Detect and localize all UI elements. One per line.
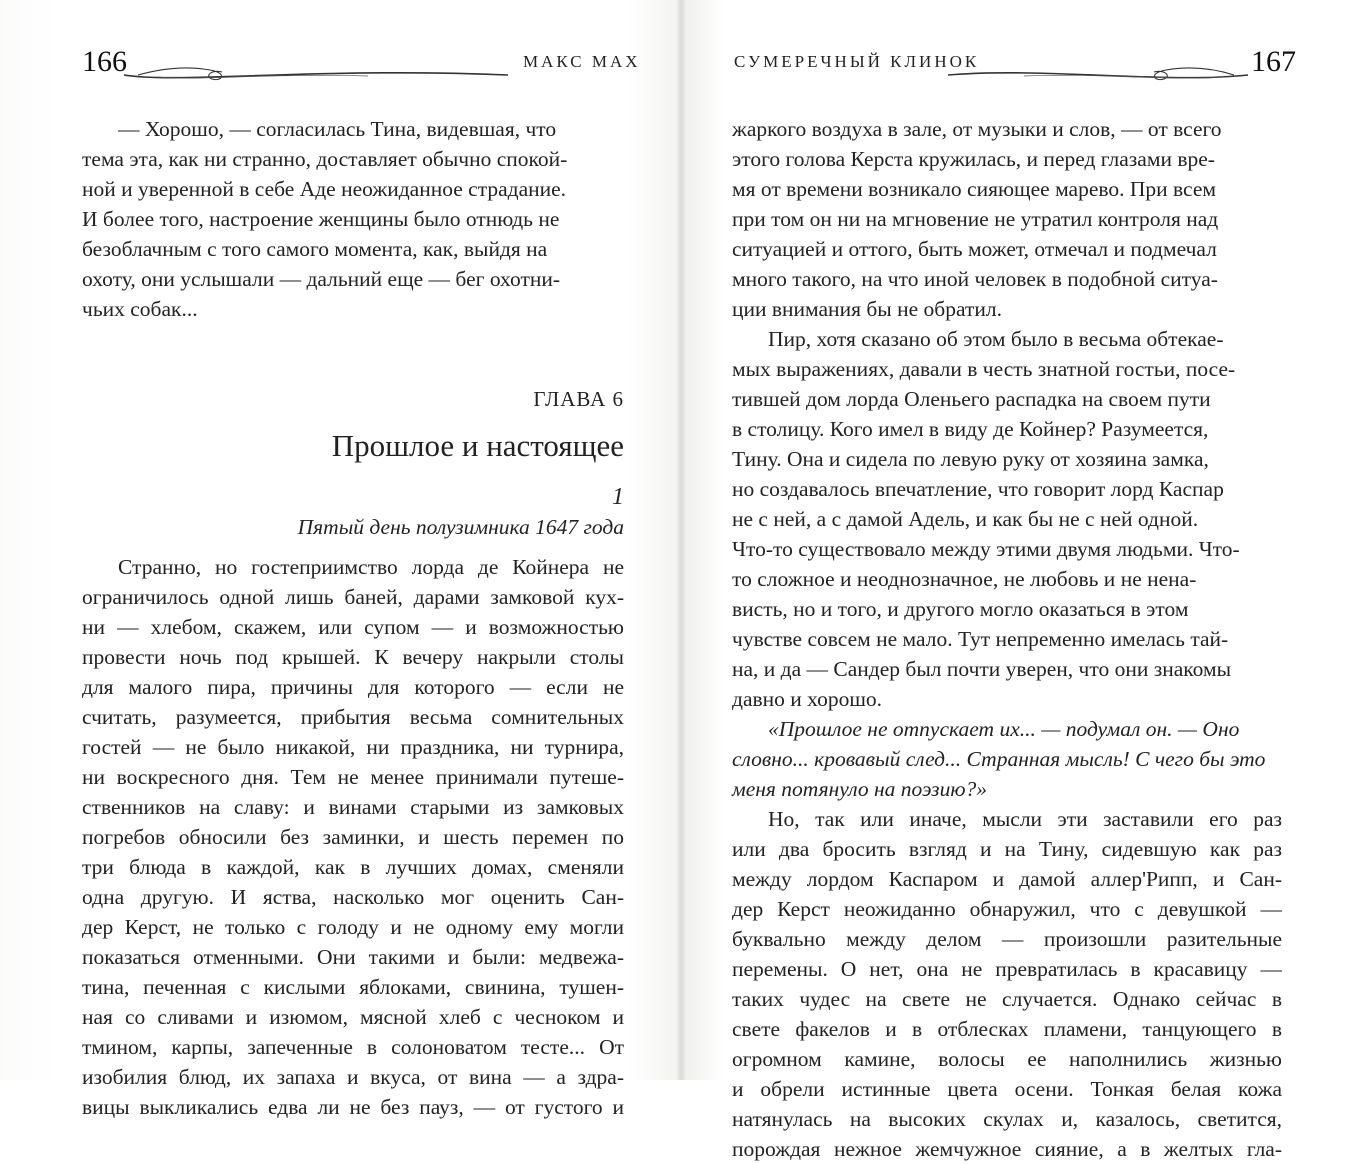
text-line: тина, печенная с кислыми яблоками, свинина, тушен- [82, 975, 624, 999]
text-line: Но, так или иначе, мысли эти заставили его раз [768, 807, 1282, 831]
section-number: 1 [612, 484, 624, 510]
text-line: И более того, настроение женщины было отнюдь не [82, 207, 560, 231]
right-page-text [732, 114, 1282, 1164]
italic-paragraph [732, 714, 1282, 804]
paragraph [732, 804, 1282, 1164]
text-line: «Прошлое не отпускает их... — подумал он. — Оно [768, 717, 1240, 741]
text-line: давно и хорошо. [732, 687, 883, 711]
text-line: — Хорошо, — согласилась Тина, видевшая, что [118, 117, 557, 141]
left-page [0, 0, 682, 1119]
paragraph [732, 324, 1282, 714]
text-line: огромном камине, волосы ее наполнились жизнью [732, 1047, 1282, 1071]
text-line: этого голова Керста кружилась, и перед глазами вре- [732, 147, 1215, 171]
paragraph [732, 114, 1282, 324]
text-line: безоблачным с того самого момента, как, выйдя на [82, 237, 548, 261]
text-line: между лордом Каспаром и дамой аллер'Рипп, и Сан- [732, 867, 1282, 891]
text-line: Что-то существовало между этими двумя людьми. Что- [732, 537, 1240, 561]
text-line: ственников на славу: и винами старыми из замковых [82, 795, 624, 819]
text-line: много такого, на что иной человек в подобной ситуа- [732, 267, 1218, 291]
text-line: чьих собак... [82, 297, 198, 321]
text-line: при том он ни на мгновение не утратил контроля над [732, 207, 1219, 231]
text-line: тмином, карпы, запеченные в солоноватом тесте... От [82, 1035, 624, 1059]
text-line: мя от времени возникало сияющее марево. При всем [732, 177, 1217, 201]
text-line: ной и уверенной в себе Аде неожиданное страдание. [82, 177, 567, 201]
running-head-author: МАКС МАХ [523, 52, 641, 71]
text-line: на, и да — Сандер был почти уверен, что они знакомы [732, 657, 1232, 681]
text-line: мых выражениях, давали в честь знатной гостьи, посе- [732, 357, 1236, 381]
header-ornament-right [944, 58, 1254, 88]
text-line: считать, разумеется, прибытия весьма сомнительных [82, 705, 624, 729]
text-line: меня потянуло на поэзию?» [732, 777, 987, 801]
text-line: погребов обносили без заминки, и шесть перемен по [82, 825, 624, 849]
text-line: перемены. О нет, она не превратилась в красавицу — [732, 957, 1282, 981]
chapter-label: ГЛАВА 6 [533, 387, 624, 411]
header-ornament-left [118, 58, 514, 88]
text-line: но создавалось впечатление, что говорит лорд Каспар [732, 477, 1224, 501]
text-line: изобилия блюд, их запаха и вкуса, от вина — а здра- [82, 1065, 624, 1089]
paragraph [82, 552, 624, 1122]
text-line: в столицу. Кого имел в виду де Койнер? Разумеется, [732, 417, 1209, 441]
left-page-text [82, 114, 624, 1122]
text-line: ная со сливами и изюмом, мясной хлеб с чесноком и [82, 1005, 624, 1029]
text-line: ни — хлебом, скажем, или супом — и возможностью [82, 615, 624, 639]
text-line: дер Керст, не только с голоду и не одному ему могли [82, 915, 624, 939]
text-line: охоту, они услышали — дальний еще — бег охотни- [82, 267, 561, 291]
text-line: Странно, но гостеприимство лорда де Койнера не [118, 555, 624, 579]
text-line: ситуацией и оттого, быть может, отмечал и подмечал [732, 237, 1217, 261]
page-number-left: 166 [82, 45, 127, 78]
text-line: буквально между делом — произошли разительные [732, 927, 1282, 951]
paragraph [82, 114, 624, 324]
page-number-right: 167 [1251, 45, 1296, 78]
running-head-title: СУМЕРЕЧНЫЙ КЛИНОК [734, 52, 980, 71]
text-line: дер Керст неожиданно обнаружил, что с девушкой — [732, 897, 1282, 921]
text-line: и обрели истинные цвета осени. Тонкая белая кожа [732, 1077, 1282, 1101]
text-line: провести ночь под крышей. К вечеру накрыли столы [82, 645, 624, 669]
text-line: словно... кровавый след... Странная мысль! С чего бы это [732, 747, 1266, 771]
text-line: гостей — не было никакой, ни праздника, ни турнира, [82, 735, 624, 759]
section-subtitle: Пятый день полузимника 1647 года [297, 515, 624, 539]
text-line: жаркого воздуха в зале, от музыки и слов, — от всего [732, 117, 1222, 141]
text-line: не с ней, а с дамой Адель, и как бы не с ней одной. [732, 507, 1199, 531]
text-line: Пир, хотя сказано об этом было в весьма обтекае- [768, 327, 1224, 351]
text-line: натянулась на высоких скулах и, казалось, светится, [732, 1107, 1282, 1131]
text-line: порождая нежное жемчужное сияние, а в желтых гла- [732, 1137, 1282, 1161]
text-line: Тину. Она и сидела по левую руку от хозяина замка, [732, 447, 1209, 471]
text-line: вицы выкликались едва ли не без пауз, — от густого и [82, 1095, 624, 1119]
text-line: или два бросить взгляд и на Тину, сидевшую как раз [732, 837, 1282, 861]
text-line: тившей дом лорда Оленьего распадка на своем пути [732, 387, 1211, 411]
text-line: одна другую. И яства, насколько мог оценить Сан- [82, 885, 624, 909]
right-page [682, 0, 1364, 1161]
text-line: тема эта, как ни странно, доставляет обычно спокой- [82, 147, 568, 171]
text-line: висть, но и того, и другого могло оказаться в этом [732, 597, 1189, 621]
text-line: ции внимания бы не обратил. [732, 297, 1002, 321]
text-line: ограничилось одной лишь баней, дарами замковой кух- [82, 585, 624, 609]
text-line: таких чудес на свете не случается. Однако сейчас в [732, 987, 1282, 1011]
chapter-title: Прошлое и настоящее [331, 428, 624, 463]
text-line: чувстве совсем не мало. Тут непременно имелась тай- [732, 627, 1229, 651]
text-line: для малого пира, причины для которого — если не [82, 675, 624, 699]
book-gutter [676, 0, 686, 1080]
text-line: свете факелов и в отблесках пламени, танцующего в [732, 1017, 1282, 1041]
text-line: три блюда в каждой, как в лучших домах, сменяли [82, 855, 624, 879]
text-line: ни воскресного дня. Тем не менее принимали путеше- [82, 765, 624, 789]
text-line: то сложное и неоднозначное, не любовь и не нена- [732, 567, 1197, 591]
text-line: показаться отменными. Они такими и были: медвежа- [82, 945, 624, 969]
